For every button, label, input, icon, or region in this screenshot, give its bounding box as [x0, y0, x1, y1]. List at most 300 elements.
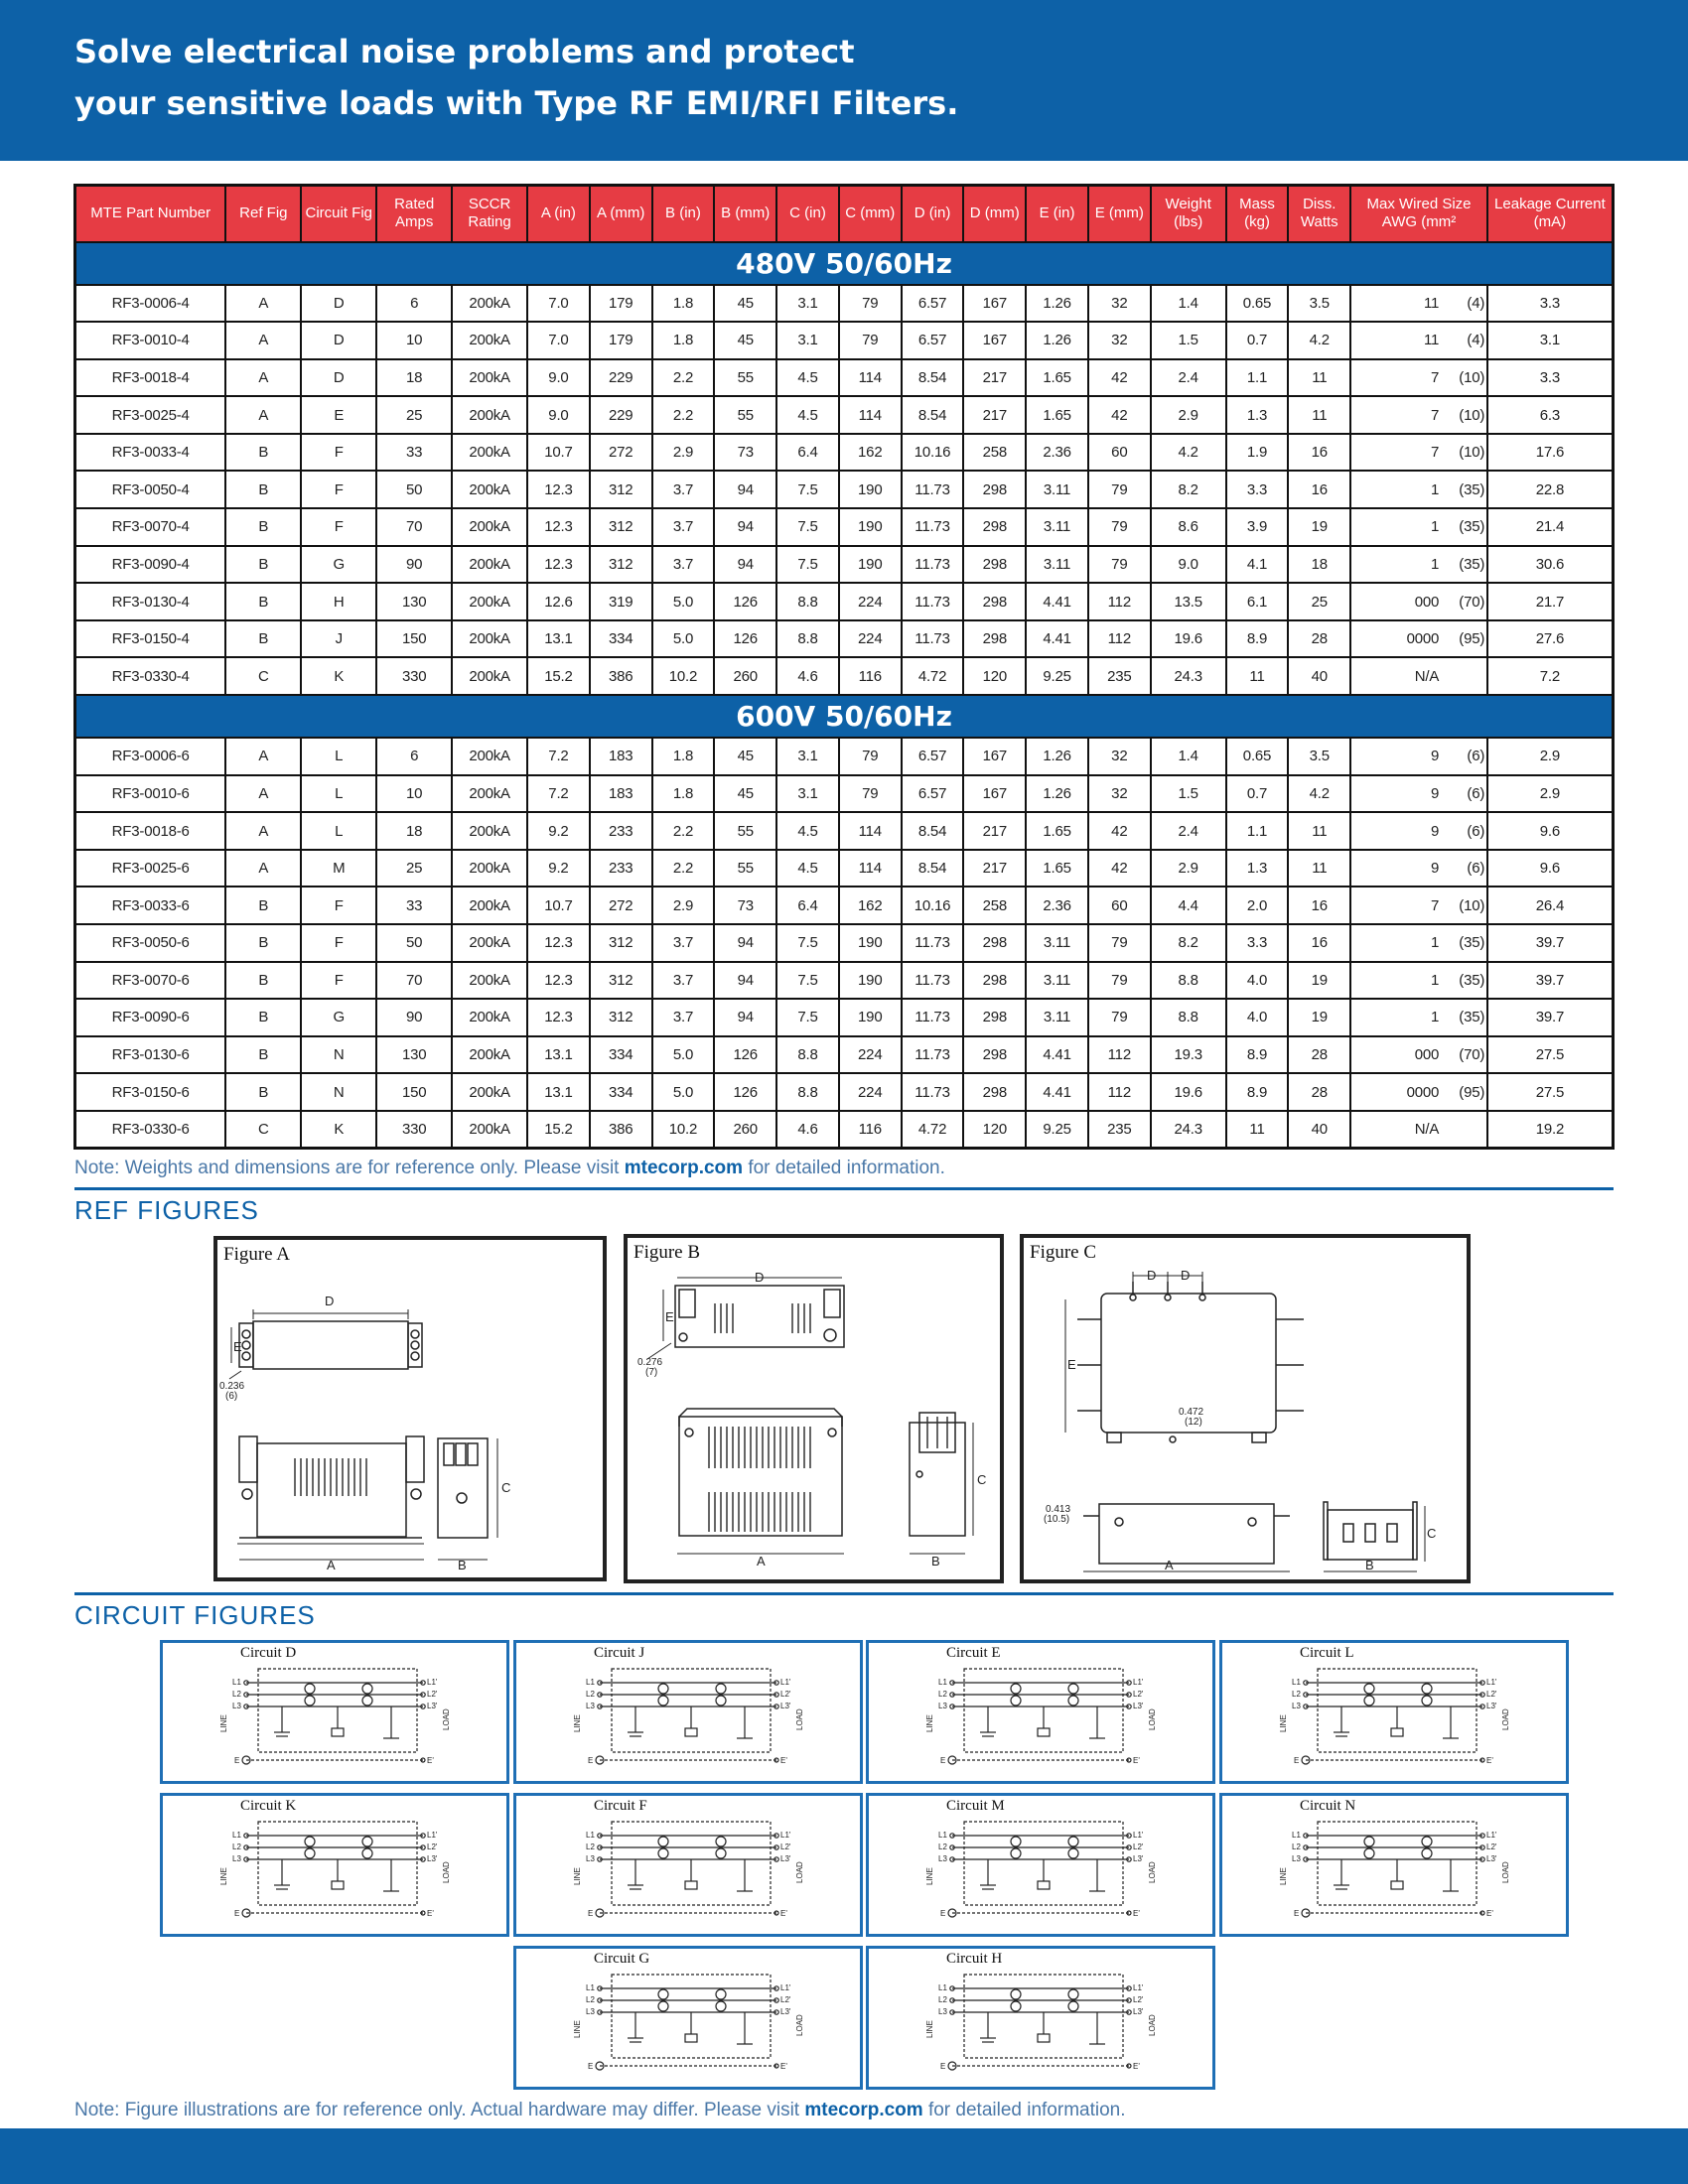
- table-cell: 79: [1088, 546, 1151, 584]
- circuit-j-label-o3: L3': [780, 1702, 791, 1710]
- table-cell: 2.9: [652, 887, 715, 924]
- table-cell: A: [225, 812, 301, 850]
- note-link[interactable]: mtecorp.com: [624, 1158, 744, 1178]
- table-cell: B: [225, 546, 301, 584]
- figure-c-title: Figure C: [1030, 1242, 1097, 1263]
- table-cell: 16: [1288, 471, 1350, 508]
- circuit-n-label-l1: L1: [1292, 1831, 1301, 1840]
- table-cell: G: [301, 546, 376, 584]
- table-cell: 120: [963, 1111, 1026, 1149]
- table-cell: 9.6: [1487, 812, 1614, 850]
- table-cell: 179: [590, 322, 652, 359]
- part-number-cell: RF3-0130-6: [75, 1036, 226, 1074]
- table-cell: 258: [963, 434, 1026, 472]
- table-cell: 179: [590, 285, 652, 323]
- table-cell: 126: [714, 583, 776, 620]
- circuit-j-label-o2: L2': [780, 1690, 791, 1699]
- table-cell: 3.1: [776, 738, 839, 775]
- table-cell: 2.2: [652, 850, 715, 887]
- wire-mm2: (95): [1459, 1083, 1485, 1101]
- table-cell: 4.5: [776, 359, 839, 397]
- circuit-f-label-o3: L3': [780, 1854, 791, 1863]
- wire-size-cell: [1350, 396, 1487, 434]
- table-cell: 3.3: [1226, 924, 1289, 962]
- figure-c-label-a: A: [1165, 1558, 1174, 1572]
- table-cell: 4.72: [902, 1111, 964, 1149]
- col-header: Rated Amps: [376, 186, 452, 242]
- table-cell: 11.73: [902, 583, 964, 620]
- circuit-f-label-e2: E': [780, 1909, 787, 1918]
- wire-size-cell: [1350, 962, 1487, 1000]
- table-cell: 79: [1088, 924, 1151, 962]
- col-header: SCCR Rating: [452, 186, 527, 242]
- table-cell: 4.1: [1226, 546, 1289, 584]
- circuit-e: [866, 1640, 1215, 1784]
- table-cell: 9.6: [1487, 850, 1614, 887]
- circuit-figures-title: CIRCUIT FIGURES: [74, 1600, 316, 1630]
- circuit-e-label-e: E: [940, 1756, 946, 1765]
- table-row: [75, 620, 1614, 658]
- wire-awg: 0000: [1406, 630, 1440, 648]
- figure-b-label-hole: 0.276: [637, 1357, 663, 1368]
- figure-b: [624, 1234, 1004, 1583]
- table-row: [75, 583, 1614, 620]
- wire-awg: 000: [1414, 593, 1440, 611]
- wire-size-cell: [1350, 583, 1487, 620]
- table-cell: 3.7: [652, 471, 715, 508]
- voltage-band-row: [75, 695, 1614, 738]
- circuit-l-label-line: LINE: [1279, 1714, 1288, 1732]
- circuit-h-label-l2: L2: [938, 1995, 947, 2004]
- table-cell: 114: [839, 850, 902, 887]
- figure-c-label-hole-mm: (12): [1185, 1417, 1202, 1428]
- table-cell: 94: [714, 471, 776, 508]
- table-cell: 8.8: [776, 620, 839, 658]
- table-cell: 8.8: [776, 1036, 839, 1074]
- table-row: [75, 887, 1614, 924]
- table-cell: 233: [590, 812, 652, 850]
- table-cell: N: [301, 1036, 376, 1074]
- table-row: [75, 962, 1614, 1000]
- circuit-k-label-e2: E': [427, 1909, 434, 1918]
- circuit-l-label-e: E: [1294, 1756, 1300, 1765]
- table-cell: 0.65: [1226, 738, 1289, 775]
- table-cell: 32: [1088, 322, 1151, 359]
- wire-awg: 000: [1414, 1046, 1440, 1064]
- table-cell: 6.57: [902, 285, 964, 323]
- circuit-d-label-l3: L3: [232, 1702, 241, 1710]
- circuit-l-label-o1: L1': [1486, 1678, 1497, 1687]
- table-cell: 3.1: [776, 285, 839, 323]
- table-cell: 112: [1088, 620, 1151, 658]
- wire-size-cell: [1350, 434, 1487, 472]
- table-cell: 45: [714, 738, 776, 775]
- table-cell: 13.1: [527, 1036, 590, 1074]
- table-cell: 8.54: [902, 850, 964, 887]
- table-cell: 9.2: [527, 812, 590, 850]
- table-header-row: [75, 186, 1614, 242]
- table-cell: 8.9: [1226, 1073, 1289, 1111]
- circuit-m-label-l2: L2: [938, 1843, 947, 1851]
- circuit-h: [866, 1946, 1215, 2090]
- table-cell: 28: [1288, 620, 1350, 658]
- table-cell: 9.25: [1026, 657, 1088, 695]
- table-cell: 1.4: [1151, 738, 1226, 775]
- table-cell: 200kA: [452, 434, 527, 472]
- table-cell: 8.9: [1226, 1036, 1289, 1074]
- table-cell: F: [301, 924, 376, 962]
- table-cell: 19.2: [1487, 1111, 1614, 1149]
- table-cell: 2.0: [1226, 887, 1289, 924]
- wire-size-cell: [1350, 471, 1487, 508]
- circuit-d-label-e: E: [234, 1756, 240, 1765]
- table-cell: 1.65: [1026, 396, 1088, 434]
- note-text: Note: Weights and dimensions are for reference only. Please visit: [74, 1158, 625, 1178]
- table-cell: 40: [1288, 657, 1350, 695]
- table-cell: 7.5: [776, 471, 839, 508]
- part-number-cell: RF3-0070-4: [75, 508, 226, 546]
- table-cell: 298: [963, 999, 1026, 1036]
- table-cell: 11: [1226, 1111, 1289, 1149]
- table-cell: 4.41: [1026, 620, 1088, 658]
- table-cell: 190: [839, 999, 902, 1036]
- table-cell: 1.1: [1226, 359, 1289, 397]
- table-cell: 9.0: [527, 396, 590, 434]
- table-cell: 21.7: [1487, 583, 1614, 620]
- table-row: [75, 508, 1614, 546]
- table-row: [75, 1111, 1614, 1149]
- table-row: [75, 359, 1614, 397]
- table-cell: 39.7: [1487, 999, 1614, 1036]
- table-cell: A: [225, 285, 301, 323]
- table-cell: 116: [839, 1111, 902, 1149]
- table-cell: 112: [1088, 1073, 1151, 1111]
- figure-c-label-hole2: 0.413: [1046, 1504, 1071, 1515]
- note-link[interactable]: mtecorp.com: [804, 2100, 923, 2120]
- table-cell: 200kA: [452, 285, 527, 323]
- circuit-m-label-l3: L3: [938, 1854, 947, 1863]
- table-cell: L: [301, 738, 376, 775]
- table-cell: 224: [839, 1073, 902, 1111]
- table-cell: B: [225, 962, 301, 1000]
- wire-mm2: (6): [1467, 822, 1485, 840]
- table-cell: 45: [714, 775, 776, 813]
- table-row: [75, 999, 1614, 1036]
- circuit-l-label-load: LOAD: [1501, 1708, 1510, 1730]
- circuit-m-label-load: LOAD: [1148, 1861, 1157, 1883]
- table-cell: 11.73: [902, 1036, 964, 1074]
- table-cell: B: [225, 583, 301, 620]
- table-cell: M: [301, 850, 376, 887]
- table-cell: 1.1: [1226, 812, 1289, 850]
- circuit-d-label-load: LOAD: [442, 1708, 451, 1730]
- circuit-k-label-o1: L1': [427, 1831, 438, 1840]
- table-cell: 6: [376, 285, 452, 323]
- table-cell: B: [225, 1036, 301, 1074]
- table-cell: 200kA: [452, 812, 527, 850]
- table-cell: 3.11: [1026, 508, 1088, 546]
- circuit-m-label-o3: L3': [1133, 1854, 1144, 1863]
- circuit-n-label-line: LINE: [1279, 1867, 1288, 1885]
- wire-size-cell: [1350, 359, 1487, 397]
- table-cell: 312: [590, 508, 652, 546]
- table-cell: 90: [376, 546, 452, 584]
- table-cell: 200kA: [452, 738, 527, 775]
- table-cell: 233: [590, 850, 652, 887]
- table-cell: 70: [376, 962, 452, 1000]
- table-cell: 39.7: [1487, 924, 1614, 962]
- circuit-e-title: Circuit E: [946, 1645, 1001, 1661]
- circuit-n-title: Circuit N: [1300, 1798, 1356, 1814]
- part-number-cell: RF3-0070-6: [75, 962, 226, 1000]
- part-number-cell: RF3-0025-6: [75, 850, 226, 887]
- table-cell: 3.11: [1026, 999, 1088, 1036]
- col-header: MTE Part Number: [75, 186, 226, 242]
- circuit-m-label-o2: L2': [1133, 1843, 1144, 1851]
- wire-size-cell: [1350, 999, 1487, 1036]
- table-cell: 1.8: [652, 775, 715, 813]
- table-cell: 8.8: [1151, 999, 1226, 1036]
- table-cell: 1.26: [1026, 285, 1088, 323]
- circuit-g-title: Circuit G: [594, 1951, 650, 1967]
- table-cell: B: [225, 434, 301, 472]
- circuit-k-label-l2: L2: [232, 1843, 241, 1851]
- table-cell: 40: [1288, 1111, 1350, 1149]
- figure-a: [213, 1236, 607, 1581]
- table-cell: 126: [714, 1036, 776, 1074]
- table-cell: 312: [590, 999, 652, 1036]
- circuit-d-title: Circuit D: [240, 1645, 297, 1661]
- table-cell: C: [225, 1111, 301, 1149]
- table-cell: 120: [963, 657, 1026, 695]
- circuit-e-label-line: LINE: [925, 1714, 934, 1732]
- voltage-band-title: 480V 50/60Hz: [75, 242, 1614, 285]
- circuit-f-title: Circuit F: [594, 1798, 647, 1814]
- table-cell: 55: [714, 359, 776, 397]
- circuit-j-label-load: LOAD: [795, 1708, 804, 1730]
- circuit-g-label-line: LINE: [573, 2020, 582, 2038]
- table-cell: 11: [1226, 657, 1289, 695]
- table-cell: 32: [1088, 285, 1151, 323]
- table-cell: 12.3: [527, 999, 590, 1036]
- table-cell: 11.73: [902, 962, 964, 1000]
- table-cell: 200kA: [452, 546, 527, 584]
- wire-mm2: (10): [1459, 896, 1485, 914]
- circuit-j-label-o1: L1': [780, 1678, 791, 1687]
- table-cell: 9.0: [527, 359, 590, 397]
- table-cell: 1.26: [1026, 322, 1088, 359]
- circuit-e-schematic: [869, 1643, 1212, 1781]
- table-cell: 5.0: [652, 620, 715, 658]
- figure-b-label-e: E: [665, 1309, 674, 1324]
- circuit-f-label-l2: L2: [586, 1843, 595, 1851]
- figure-c-label-c: C: [1427, 1526, 1437, 1541]
- table-cell: 2.2: [652, 812, 715, 850]
- table-cell: 2.9: [1487, 738, 1614, 775]
- table-cell: 94: [714, 924, 776, 962]
- wire-mm2: (6): [1467, 860, 1485, 878]
- table-cell: 217: [963, 850, 1026, 887]
- table-cell: 298: [963, 924, 1026, 962]
- circuit-j-label-l1: L1: [586, 1678, 595, 1687]
- circuit-f-schematic: [516, 1796, 860, 1934]
- table-cell: 11.73: [902, 924, 964, 962]
- table-cell: 13.5: [1151, 583, 1226, 620]
- table-cell: A: [225, 396, 301, 434]
- table-cell: 21.4: [1487, 508, 1614, 546]
- table-cell: 1.8: [652, 738, 715, 775]
- table-cell: B: [225, 887, 301, 924]
- section-divider: [74, 1187, 1614, 1190]
- part-number-cell: RF3-0033-6: [75, 887, 226, 924]
- table-cell: 200kA: [452, 887, 527, 924]
- table-cell: 3.11: [1026, 962, 1088, 1000]
- table-cell: 0.7: [1226, 322, 1289, 359]
- table-cell: 7.0: [527, 285, 590, 323]
- table-cell: 1.4: [1151, 285, 1226, 323]
- table-cell: F: [301, 508, 376, 546]
- table-cell: 3.11: [1026, 924, 1088, 962]
- table-cell: 8.9: [1226, 620, 1289, 658]
- wire-awg: 11: [1423, 332, 1440, 349]
- table-cell: 167: [963, 775, 1026, 813]
- wire-mm2: (6): [1467, 784, 1485, 802]
- table-cell: 334: [590, 620, 652, 658]
- figure-a-label-d: D: [325, 1294, 335, 1308]
- wire-size-cell: [1350, 1111, 1487, 1149]
- table-cell: 5.0: [652, 1073, 715, 1111]
- table-cell: A: [225, 775, 301, 813]
- table-cell: 386: [590, 1111, 652, 1149]
- table-cell: 3.3: [1487, 285, 1614, 323]
- table-cell: 260: [714, 657, 776, 695]
- table-cell: 55: [714, 812, 776, 850]
- wire-awg: 0000: [1406, 1083, 1440, 1101]
- table-cell: 272: [590, 887, 652, 924]
- table-cell: E: [301, 396, 376, 434]
- wire-size-cell: [1350, 1073, 1487, 1111]
- table-cell: 12.3: [527, 962, 590, 1000]
- table-cell: 200kA: [452, 1036, 527, 1074]
- table-cell: 1.8: [652, 322, 715, 359]
- wire-mm2: (4): [1467, 332, 1485, 349]
- circuit-h-label-load: LOAD: [1148, 2014, 1157, 2036]
- wire-size-cell: [1350, 1036, 1487, 1074]
- table-cell: 60: [1088, 434, 1151, 472]
- table-cell: 334: [590, 1036, 652, 1074]
- table-cell: 3.5: [1288, 738, 1350, 775]
- table-row: [75, 285, 1614, 323]
- table-cell: 258: [963, 887, 1026, 924]
- table-cell: 3.7: [652, 962, 715, 1000]
- circuit-n-label-o1: L1': [1486, 1831, 1497, 1840]
- table-cell: 112: [1088, 1036, 1151, 1074]
- table-cell: 200kA: [452, 1111, 527, 1149]
- table-cell: 12.3: [527, 508, 590, 546]
- figure-c-label-hole2-mm: (10.5): [1044, 1514, 1070, 1525]
- table-cell: F: [301, 962, 376, 1000]
- table-cell: 1.26: [1026, 775, 1088, 813]
- circuit-e-label-l1: L1: [938, 1678, 947, 1687]
- table-cell: 2.4: [1151, 359, 1226, 397]
- table-cell: 130: [376, 1036, 452, 1074]
- wire-mm2: (35): [1459, 518, 1485, 536]
- table-cell: 79: [1088, 962, 1151, 1000]
- circuit-g-label-o3: L3': [780, 2007, 791, 2016]
- table-cell: 7.2: [1487, 657, 1614, 695]
- circuit-l-label-o2: L2': [1486, 1690, 1497, 1699]
- table-cell: 50: [376, 924, 452, 962]
- wire-size-cell: [1350, 812, 1487, 850]
- footer-band: [0, 2128, 1688, 2184]
- table-cell: 79: [1088, 999, 1151, 1036]
- table-cell: 114: [839, 396, 902, 434]
- table-cell: 13.1: [527, 1073, 590, 1111]
- circuit-g-label-load: LOAD: [795, 2014, 804, 2036]
- table-cell: 79: [839, 322, 902, 359]
- table-cell: 200kA: [452, 999, 527, 1036]
- circuit-f-label-o2: L2': [780, 1843, 791, 1851]
- circuit-d-label-o2: L2': [427, 1690, 438, 1699]
- circuit-k-label-load: LOAD: [442, 1861, 451, 1883]
- wire-mm2: (35): [1459, 1009, 1485, 1026]
- table-cell: 6.4: [776, 434, 839, 472]
- table-cell: 94: [714, 546, 776, 584]
- wire-mm2: (35): [1459, 480, 1485, 498]
- part-number-cell: RF3-0006-4: [75, 285, 226, 323]
- wire-size-cell: [1350, 657, 1487, 695]
- table-cell: F: [301, 434, 376, 472]
- table-cell: 13.1: [527, 620, 590, 658]
- circuit-l-schematic: [1222, 1643, 1566, 1781]
- table-cell: 229: [590, 359, 652, 397]
- spec-table: [73, 184, 1615, 1150]
- wire-size-cell: [1350, 775, 1487, 813]
- col-header: Circuit Fig: [301, 186, 376, 242]
- table-cell: 150: [376, 1073, 452, 1111]
- table-cell: 334: [590, 1073, 652, 1111]
- table-cell: 4.0: [1226, 962, 1289, 1000]
- table-cell: 386: [590, 657, 652, 695]
- ref-figures-title: REF FIGURES: [74, 1195, 259, 1225]
- table-cell: 6: [376, 738, 452, 775]
- circuit-j-label-line: LINE: [573, 1714, 582, 1732]
- table-cell: 312: [590, 471, 652, 508]
- table-cell: 0.65: [1226, 285, 1289, 323]
- wire-mm2: (10): [1459, 444, 1485, 462]
- table-cell: 8.54: [902, 396, 964, 434]
- table-cell: B: [225, 620, 301, 658]
- table-cell: C: [225, 657, 301, 695]
- figure-a-drawing: [217, 1240, 603, 1577]
- table-cell: 12.3: [527, 546, 590, 584]
- table-cell: 4.4: [1151, 887, 1226, 924]
- table-cell: J: [301, 620, 376, 658]
- table-cell: 28: [1288, 1036, 1350, 1074]
- table-cell: H: [301, 583, 376, 620]
- table-cell: 298: [963, 1073, 1026, 1111]
- table-cell: 3.5: [1288, 285, 1350, 323]
- circuit-j-label-l2: L2: [586, 1690, 595, 1699]
- table-cell: 18: [376, 812, 452, 850]
- table-cell: 10.2: [652, 657, 715, 695]
- table-cell: 18: [1288, 546, 1350, 584]
- table-cell: 8.54: [902, 812, 964, 850]
- table-cell: 5.0: [652, 583, 715, 620]
- table-cell: 2.9: [1487, 775, 1614, 813]
- table-cell: 3.7: [652, 999, 715, 1036]
- circuit-j: [513, 1640, 863, 1784]
